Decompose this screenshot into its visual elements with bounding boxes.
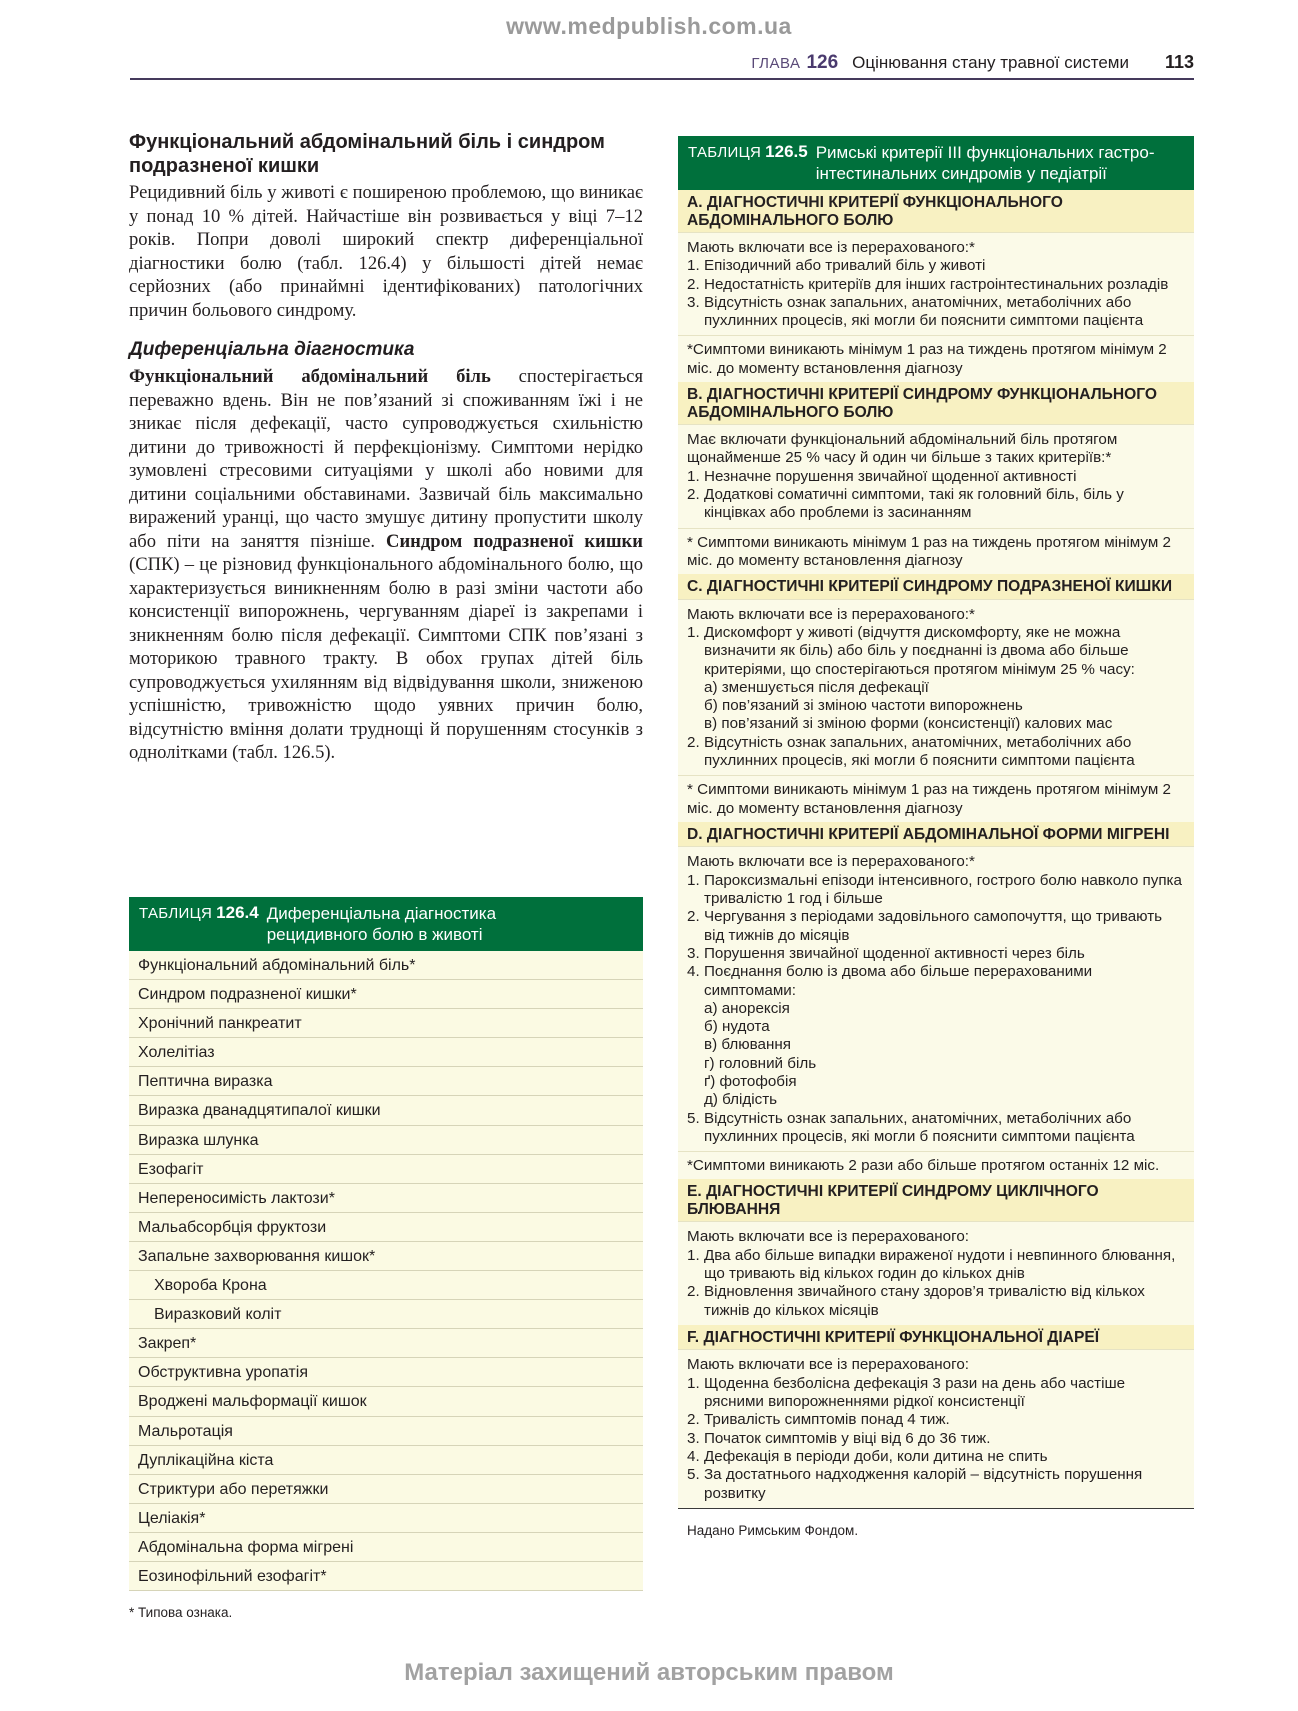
criteria-section-title: A. ДІАГНОСТИЧНІ КРИТЕРІЇ ФУНКЦІОНАЛЬНОГО АБДОМІНАЛЬНОГО БОЛЮ	[678, 190, 1194, 232]
list-item-text: Дискомфорт у животі (відчуття дискомфорту, яке не можна визначити як біль) або біль у поєднанні із двома або більше критеріями, що спостерігаються протягом мінімум 25 % часу:	[704, 623, 1135, 678]
table-126-5-header: ТАБЛИЦЯ 126.5 Римські критерії ІІІ функціональних гастро- інтестинальних синдромів у педіатрії	[678, 136, 1194, 190]
chapter-number: 126	[806, 52, 839, 73]
watermark-bottom: Матеріал захищений авторським правом	[404, 1659, 894, 1686]
list-item	[687, 486, 1186, 523]
intro-paragraph: Рецидивний біль у животі є поширеною проблемою, що виникає у понад 10 % дітей. Найчастіше він розвивається у віці 7–12 років. Попри доволі широкий спектр диференціальної діагностики болю (табл. 126.4) у більшості дітей немає серйозних (або принаймні ідентифікованих) патологічних причин больового синдрому.	[129, 182, 643, 321]
table-row: Обструктивна уропатія	[129, 1358, 643, 1387]
criteria-intro: Мають включати все із перерахованого:	[687, 1356, 969, 1374]
criteria-list	[678, 846, 1194, 1151]
list-item-text: а) зменшується після дефекації	[704, 678, 929, 696]
table-126-4	[129, 897, 643, 1620]
list-item-number: 1.	[687, 257, 700, 275]
criteria-intro: Мають включати все із перерахованого:	[687, 1228, 969, 1246]
chapter-title: Оцінювання стану травної системи	[852, 53, 1129, 72]
table-row: Виразка дванадцятипалої кишки	[129, 1096, 643, 1125]
table-126-5-caption: Римські критерії ІІІ функціональних гастро- інтестинальних синдромів у педіатрії	[815, 143, 1155, 183]
list-item-number: 5.	[687, 1109, 700, 1127]
table-row: Непереносимість лактози*	[129, 1184, 643, 1213]
list-item-text: Незначне порушення звичайної щоденної активності	[704, 467, 1077, 485]
list-item-text: Додаткові соматичні симптоми, такі як головний біль, біль у кінцівках або проблеми із засинанням	[704, 485, 1124, 522]
list-item	[687, 679, 1186, 697]
list-item	[687, 1110, 1186, 1147]
list-item-text: Відсутність ознак запальних, анатомічних, метаболічних або пухлинних процесів, які могли б пояснити симптоми пацієнта	[704, 733, 1135, 770]
list-item-text: б) пов’язаний зі зміною частоти випорожнень	[704, 697, 1023, 715]
table-row: Виразка шлунка	[129, 1126, 643, 1155]
criteria-section-title: B. ДІАГНОСТИЧНІ КРИТЕРІЇ СИНДРОМУ ФУНКЦІОНАЛЬНОГО АБДОМІНАЛЬНОГО БОЛЮ	[678, 382, 1194, 424]
criteria-intro: Мають включати все із перерахованого:*	[687, 239, 975, 256]
criteria-list	[678, 424, 1194, 527]
table-row: Функціональний абдомінальний біль*	[129, 951, 643, 980]
table-row: Дуплікаційна кіста	[129, 1446, 643, 1475]
list-item	[687, 1411, 1186, 1429]
criteria-list	[678, 1349, 1194, 1507]
list-item-text: Недостатність критеріїв для інших гастроінтестинальних розладів	[704, 275, 1169, 293]
list-item-text: Тривалість симптомів понад 4 тиж.	[704, 1411, 950, 1429]
criteria-intro: Мають включати все із перерахованого:*	[687, 605, 975, 623]
left-column	[129, 130, 643, 765]
list-item-text: Дефекація в періоди доби, коли дитина не спить	[704, 1447, 1048, 1465]
list-item-text: Відсутність ознак запальних, анатомічних, метаболічних або пухлинних процесів, які могли б пояснити симптоми пацієнта	[704, 1109, 1135, 1145]
table-row: Вроджені мальформації кишок	[129, 1387, 643, 1416]
table-row: Стриктури або перетяжки	[129, 1475, 643, 1504]
criteria-section-title: C. ДІАГНОСТИЧНІ КРИТЕРІЇ СИНДРОМУ ПОДРАЗНЕНОЇ КИШКИ	[678, 574, 1194, 599]
table-row: Мальротація	[129, 1417, 643, 1446]
list-item-text: д) блідість	[704, 1091, 778, 1109]
list-item-number: 1.	[687, 623, 700, 641]
table-row: Запальне захворювання кишок*	[129, 1242, 643, 1271]
criteria-section-title: E. ДІАГНОСТИЧНІ КРИТЕРІЇ СИНДРОМУ ЦИКЛІЧНОГО БЛЮВАННЯ	[678, 1179, 1194, 1221]
list-item-number: 2.	[687, 908, 700, 926]
list-item-text: Пароксизмальні епізоди інтенсивного, гострого болю навколо пупка тривалістю 1 год і більше	[704, 871, 1182, 908]
list-item-number: 2.	[687, 275, 700, 293]
subheading-differential: Диференціальна діагностика	[129, 339, 415, 360]
list-item-text: Порушення звичайної щоденної активності через біль	[704, 944, 1085, 962]
section-heading: Функціональний абдомінальний біль і синдром подразненої кишки	[129, 131, 605, 177]
list-item	[687, 1073, 1186, 1091]
list-item	[687, 1466, 1186, 1503]
list-item	[687, 276, 1186, 294]
table-row: Мальабсорбція фруктози	[129, 1213, 643, 1242]
term-ibs: Синдром подразненої кишки	[386, 530, 643, 552]
list-item-number: 2.	[687, 1283, 700, 1301]
list-item	[687, 697, 1186, 715]
table-row: Пептична виразка	[129, 1067, 643, 1096]
list-item-number: 1.	[687, 467, 700, 485]
list-item-number: 2.	[687, 485, 700, 503]
criteria-section-title: D. ДІАГНОСТИЧНІ КРИТЕРІЇ АБДОМІНАЛЬНОЇ ФОРМИ МІГРЕНІ	[678, 822, 1194, 847]
list-item-number: 4.	[687, 963, 700, 981]
list-item-number: 4.	[687, 1447, 700, 1465]
list-item-text: Епізодичний або тривалий біль у животі	[704, 257, 986, 275]
list-item	[687, 963, 1186, 1000]
criteria-intro: Мають включати все із перерахованого:*	[687, 853, 975, 871]
table-row: Целіакія*	[129, 1504, 643, 1533]
list-item-number: 3.	[687, 944, 700, 962]
list-item-text: в) блювання	[704, 1036, 791, 1054]
list-item-number: 1.	[687, 1374, 700, 1392]
list-item	[687, 1247, 1186, 1284]
list-item-number: 3.	[687, 1429, 700, 1447]
criteria-list	[678, 599, 1194, 776]
table-126-4-caption: Диференціальна діагностика рецидивного болю в животі	[266, 904, 497, 944]
list-item-text: г) головний біль	[704, 1054, 817, 1072]
differential-paragraph: Функціональний абдомінальний біль спостерігається переважно вдень. Він не пов’язаний зі споживанням їжі і не зникає після дефекації, часто супроводжується схильністю дитини до тривожності й перфекціонізму. Симптоми нерідко зумовлені стресовими ситуаціями у школі або новими для дитини соціальними обставинами. Зазвичай біль максимально виражений уранці, що часто змушує дитину пропустити школу або піти на заняття пізніше. Синдром подразненої кишки (СПК) – це різновид функціонального абдомінального болю, що характеризується виникненням болю в разі зміни частоти або консистенції випорожнень, чергуванням діареї із закрепами і зникненням болю після дефекації. Симптоми СПК пов’язані з моторикою травного тракту. В обох групах дітей біль супроводжується ухилянням від відвідування школи, зниженою успішністю, тривожністю щодо уявних причин болю, відсутністю вміння долати труднощі й порушенням стосунків з однолітками (табл. 126.5).	[129, 366, 643, 763]
criteria-section-title: F. ДІАГНОСТИЧНІ КРИТЕРІЇ ФУНКЦІОНАЛЬНОЇ ДІАРЕЇ	[678, 1325, 1194, 1350]
list-item	[687, 257, 1186, 275]
list-item	[687, 1036, 1186, 1054]
table-row: Холелітіаз	[129, 1038, 643, 1067]
criteria-list	[678, 232, 1194, 335]
criteria-note: * Симптоми виникають мінімум 1 раз на тиждень протягом мінімум 2 міс. до моменту встановлення діагнозу	[678, 775, 1194, 822]
list-item-text: Два або більше випадки вираженої нудоти і невпинного блювання, що тривають від кількох годин до кількох днів	[704, 1246, 1176, 1283]
list-item	[687, 908, 1186, 945]
list-item-text: Відновлення звичайного стану здоров’я тривалістю від кількох тижнів до кількох місяців	[704, 1283, 1145, 1319]
list-item-number: 1.	[687, 1246, 700, 1264]
table-126-4-footnote: * Типова ознака.	[129, 1605, 233, 1621]
list-item-text: а) анорексія	[704, 999, 790, 1017]
list-item-number: 2.	[687, 733, 700, 751]
list-item-text: Поєднання болю із двома або більше перерахованими симптомами:	[704, 963, 1093, 999]
table-row: Абдомінальна форма мігрені	[129, 1533, 643, 1562]
list-item	[687, 1283, 1186, 1320]
table-row: Виразковий коліт	[129, 1300, 643, 1329]
table-row: Еозинофільний езофагіт*	[129, 1562, 643, 1591]
watermark-top: www.medpublish.com.ua	[506, 13, 792, 39]
list-item-text: б) нудота	[704, 1018, 770, 1036]
list-item-number: 1.	[687, 871, 700, 889]
table-126-4-body	[129, 951, 643, 1591]
list-item-number: 5.	[687, 1466, 700, 1484]
list-item	[687, 1018, 1186, 1036]
list-item	[687, 468, 1186, 486]
list-item-text: Чергування з періодами задовільного самопочуття, що тривають від тижнів до місяців	[704, 908, 1163, 944]
table-126-5-body	[678, 190, 1194, 1509]
list-item-text: в) пов’язаний зі зміною форми (консистенції) калових мас	[704, 715, 1113, 733]
page-number: 113	[1164, 52, 1194, 72]
list-item	[687, 945, 1186, 963]
chapter-label: ГЛАВА	[751, 55, 801, 72]
list-item	[687, 734, 1186, 771]
list-item-text: Початок симптомів у віці від 6 до 36 тиж.	[704, 1429, 991, 1447]
list-item-text: ґ) фотофобія	[704, 1072, 797, 1090]
list-item	[687, 715, 1186, 733]
table-row: Хвороба Крона	[129, 1271, 643, 1300]
list-item-text: За достатнього надходження калорій – відсутність порушення розвитку	[704, 1466, 1143, 1502]
criteria-note: *Симптоми виникають мінімум 1 раз на тиждень протягом мінімум 2 міс. до моменту встановлення діагнозу	[678, 335, 1194, 382]
table-126-5	[678, 136, 1194, 1538]
list-item-number: 3.	[687, 293, 700, 311]
list-item	[687, 872, 1186, 909]
list-item	[687, 1000, 1186, 1018]
running-head	[130, 50, 1194, 80]
list-item	[687, 1055, 1186, 1073]
list-item-text: Щоденна безболісна дефекація 3 рази на день або частіше рясними випорожненнями рідкої консистенції	[704, 1374, 1126, 1411]
list-item	[687, 294, 1186, 331]
criteria-intro: Має включати функціональний абдомінальний біль протягом щонайменше 25 % часу й один чи більше з таких критеріїв:*	[687, 431, 1118, 467]
table-row: Хронічний панкреатит	[129, 1009, 643, 1038]
criteria-note: * Симптоми виникають мінімум 1 раз на тиждень протягом мінімум 2 міс. до моменту встановлення діагнозу	[678, 528, 1194, 575]
list-item-text: Відсутність ознак запальних, анатомічних, метаболічних або пухлинних процесів, які могли би пояснити симптоми пацієнта	[704, 293, 1144, 330]
table-126-4-header: ТАБЛИЦЯ 126.4 Диференціальна діагностика рецидивного болю в животі	[129, 897, 643, 951]
list-item	[687, 1430, 1186, 1448]
criteria-list	[678, 1221, 1194, 1324]
list-item	[687, 1375, 1186, 1412]
list-item	[687, 624, 1186, 679]
list-item-number: 2.	[687, 1411, 700, 1429]
table-row: Закреп*	[129, 1329, 643, 1358]
table-row: Синдром подразненої кишки*	[129, 980, 643, 1009]
term-functional-pain: Функціональний абдомінальний біль	[129, 366, 491, 387]
table-126-5-footnote: Надано Римським Фондом.	[687, 1522, 859, 1538]
table-row: Езофагіт	[129, 1155, 643, 1184]
list-item	[687, 1091, 1186, 1109]
list-item	[687, 1448, 1186, 1466]
criteria-note: *Симптоми виникають 2 рази або більше протягом останніх 12 міс.	[678, 1151, 1194, 1179]
